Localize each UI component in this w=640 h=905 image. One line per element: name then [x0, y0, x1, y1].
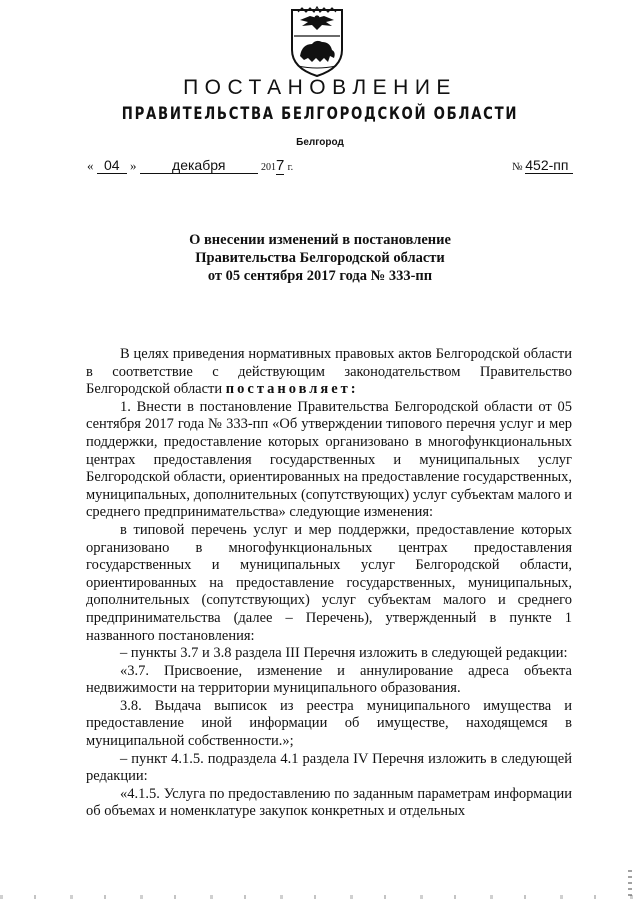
date-year-prefix: 201 — [261, 162, 276, 173]
preamble-paragraph — [86, 346, 572, 399]
preamble-resolves: постановляет: — [225, 381, 359, 398]
date-open-quote: « — [87, 158, 94, 173]
preamble-text: В целях приведения нормативных правовых актов Белгородской области в соответствие с действующим законодательством Правительство Белгородской области — [86, 346, 572, 398]
belgorod-coat-of-arms-icon — [286, 6, 348, 80]
paragraph-item-3-7: «3.7. Присвоение, изменение и аннулирование адреса объекта недвижимости на территории муниципального образования. — [86, 662, 572, 697]
document-date — [87, 157, 293, 175]
paragraph-item-4-1-5: «4.1.5. Услуга по предоставлению по заданным параметрам информации об объемах и номенклатуре закупок конкретных и отдельных — [86, 785, 572, 820]
paragraph-item-1: 1. Внести в постановление Правительства Белгородской области от 05 сентября 2017 года № 333-пп «Об утверждении типового перечня услуг и мер поддержки, предоставление которых организовано в многофункциональных центрах предоставления государственных и муниципальных услуг Белгородской области, ориентированных на предоставление государственных, муниципальных, дополнительных (сопутствующих) услуг субъектам малого и среднего предпринимательства» следующие изменения: — [86, 398, 572, 521]
document-number — [512, 157, 573, 174]
paragraph-item-3-8: 3.8. Выдача выписок из реестра муниципального имущества и предоставление иной информации об имуществе, находящемся в муниципальной собственности.»; — [86, 697, 572, 750]
scan-edge-mark — [628, 870, 632, 898]
date-year-suffix: г. — [287, 162, 294, 173]
paragraph-list-intro: в типовой перечень услуг и мер поддержки, предоставление которых организовано в многофункциональных центрах предоставления государственных и муниципальных услуг Белгородской области, ориентированных на предоставление государственных, муниципальных, дополнительных (сопутствующих) услуг субъектам малого и среднего предпринимательства (далее – Перечень), утвержденный в пункте 1 названного постановления: — [86, 521, 572, 644]
scan-artifact — [0, 895, 640, 899]
document-heading — [0, 231, 640, 285]
date-day: 04 — [97, 157, 127, 174]
heading-line-3: от 05 сентября 2017 года № 333-пп — [207, 268, 433, 284]
document-body — [86, 346, 572, 821]
document-type-title: ПОСТАНОВЛЕНИЕ — [183, 76, 457, 99]
date-close-quote: » — [130, 158, 137, 173]
heading-line-1: О внесении изменений в постановление — [189, 232, 451, 248]
issuer-title: ПРАВИТЕЛЬСТВА БЕЛГОРОДСКОЙ ОБЛАСТИ — [121, 104, 519, 124]
date-year-digit: 7 — [276, 157, 285, 174]
paragraph-amend-3-7-3-8: – пункты 3.7 и 3.8 раздела III Перечня изложить в следующей редакции: — [120, 645, 568, 662]
paragraph-amend-4-1-5: – пункт 4.1.5. подраздела 4.1 раздела IV Перечня изложить в следующей редакции: — [86, 750, 572, 785]
date-month: декабря — [140, 157, 258, 174]
number-prefix: № — [512, 161, 523, 173]
city-name: Белгород — [296, 137, 344, 148]
number-value: 452-пп — [525, 157, 573, 174]
heading-line-2: Правительства Белгородской области — [195, 250, 445, 266]
